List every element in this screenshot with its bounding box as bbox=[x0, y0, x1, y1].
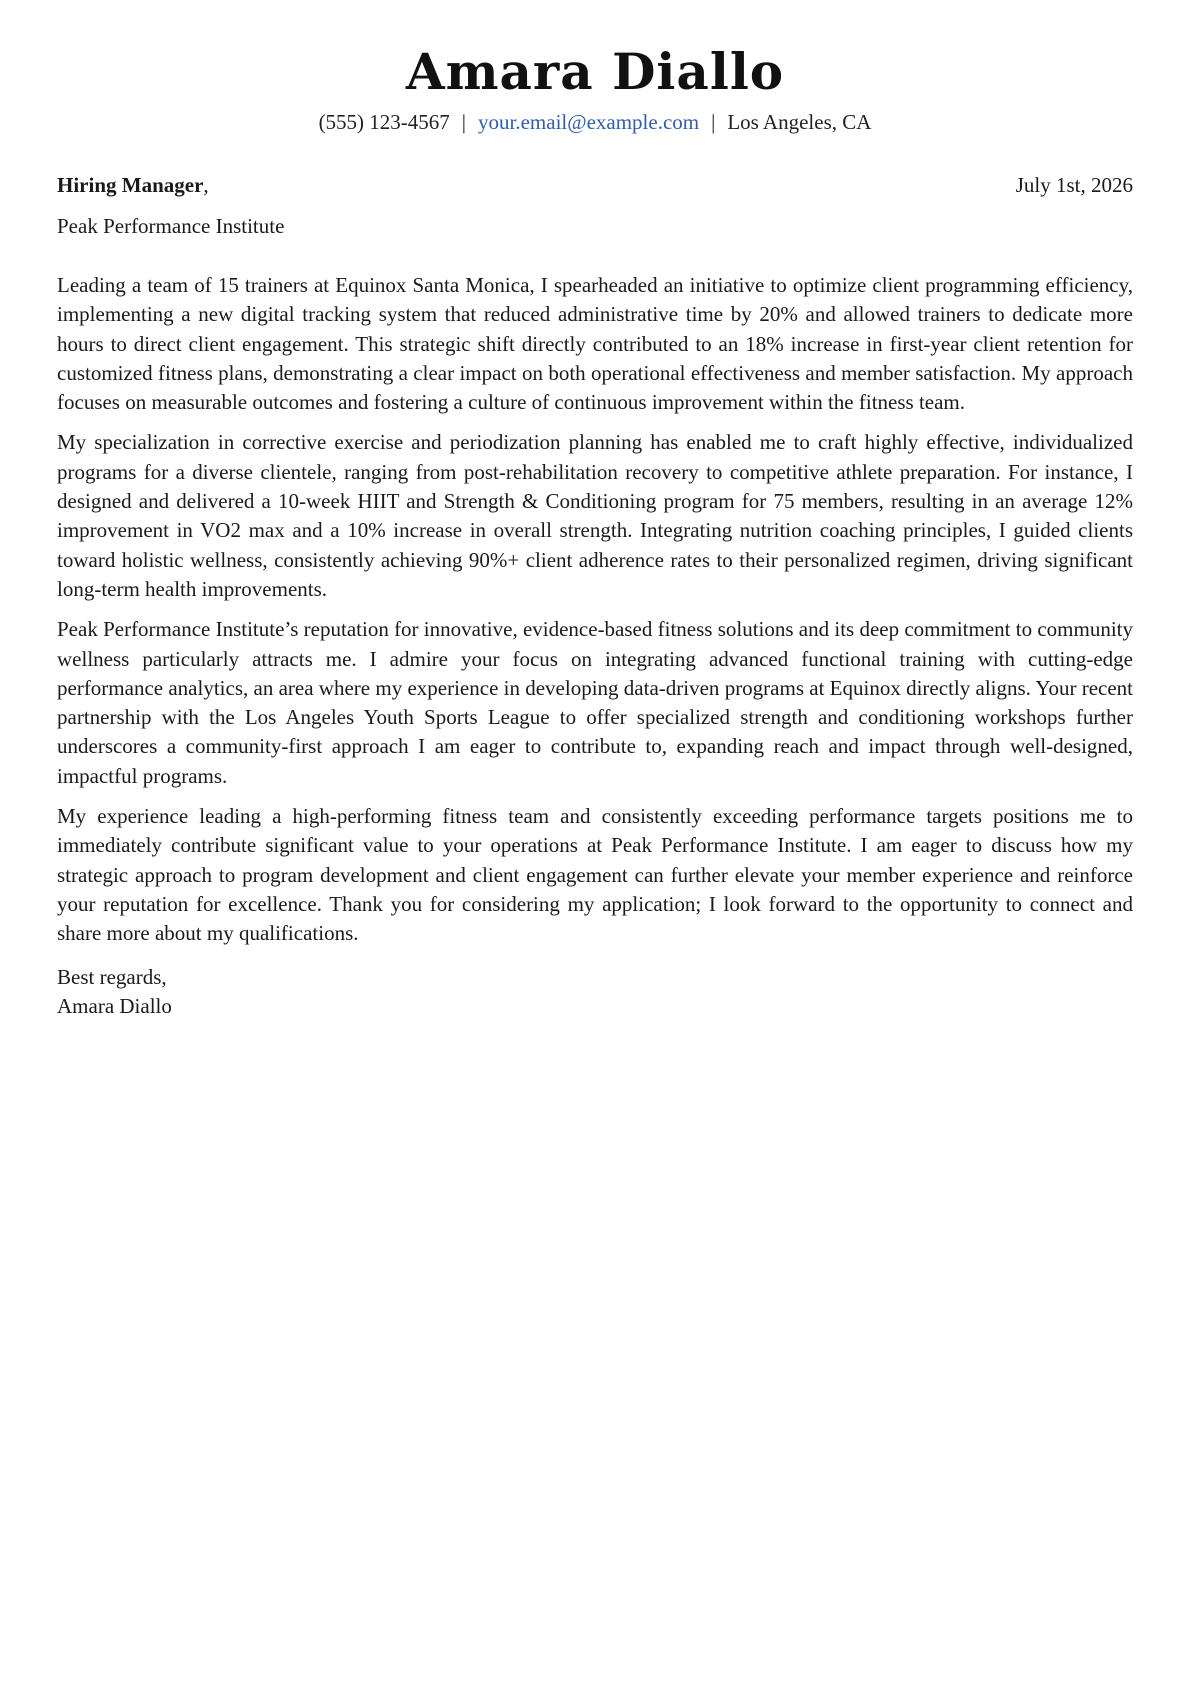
recipient-company: Peak Performance Institute bbox=[57, 214, 285, 238]
body-paragraph: My specialization in corrective exercise and periodization planning has enabled me to craft highly effective, individualized programs for a diverse clientele, ranging from post-rehabilitation recovery to competitive athlete preparation. For instance, I designed and delivered a 10-week HIIT and Strength & Conditioning program for 75 members, resulting in an average 12% improvement in VO2 max and a 10% increase in overall strength. Integrating nutrition coaching principles, I guided clients toward holistic wellness, consistently achieving 90%+ client adherence rates to their personalized regimen, driving significant long-term health improvements. bbox=[57, 430, 1133, 601]
phone-number: (555) 123-4567 bbox=[318, 110, 450, 134]
applicant-name: Amara Diallo bbox=[405, 42, 785, 101]
letter-date: July 1st, 2026 bbox=[1015, 173, 1133, 197]
recipient-title-suffix: , bbox=[203, 173, 209, 197]
contact-line bbox=[57, 108, 1133, 136]
contact-separator: | bbox=[711, 110, 716, 134]
email-link[interactable]: your.email@example.com bbox=[478, 110, 700, 134]
body-paragraph: Peak Performance Institute’s reputation for innovative, evidence-based fitness solutions and its deep commitment to community wellness particularly attracts me. I admire your focus on integrating advanced functional training with cutting-edge performance analytics, an area where my experience in developing data-driven programs at Equinox directly aligns. Your recent partnership with the Los Angeles Youth Sports League to offer specialized strength and conditioning workshops further underscores a community-first approach I am eager to contribute to, expanding reach and impact through well-designed, impactful programs. bbox=[57, 617, 1133, 788]
letter-body bbox=[57, 271, 1133, 949]
recipient-title-line bbox=[57, 170, 209, 200]
recipient-row bbox=[57, 170, 1133, 200]
body-paragraph: Leading a team of 15 trainers at Equinox Santa Monica, I spearheaded an initiative to optimize client programming efficiency, implementing a new digital tracking system that reduced administrative time by 20% and allowed trainers to dedicate more hours to direct client engagement. This strategic shift directly contributed to an 18% increase in first-year client retention for customized fitness plans, demonstrating a clear impact on both operational effectiveness and member satisfaction. My approach focuses on measurable outcomes and fostering a culture of continuous improvement within the fitness team. bbox=[57, 273, 1133, 415]
body-paragraph: My experience leading a high-performing fitness team and consistently exceeding performance targets positions me to immediately contribute significant value to your operations at Peak Performance Institute. I am eager to discuss how my strategic approach to program development and client engagement can further elevate your member experience and reinforce your reputation for excellence. Thank you for considering my application; I look forward to the opportunity to connect and share more about my qualifications. bbox=[57, 804, 1133, 946]
letter-header bbox=[57, 0, 1133, 136]
recipient-title: Hiring Manager bbox=[57, 173, 204, 197]
letter-closing bbox=[57, 963, 1133, 1021]
contact-separator: | bbox=[461, 110, 467, 134]
location: Los Angeles, CA bbox=[727, 110, 872, 134]
closing-salutation: Best regards, bbox=[57, 964, 167, 989]
closing-signature: Amara Diallo bbox=[57, 993, 172, 1018]
